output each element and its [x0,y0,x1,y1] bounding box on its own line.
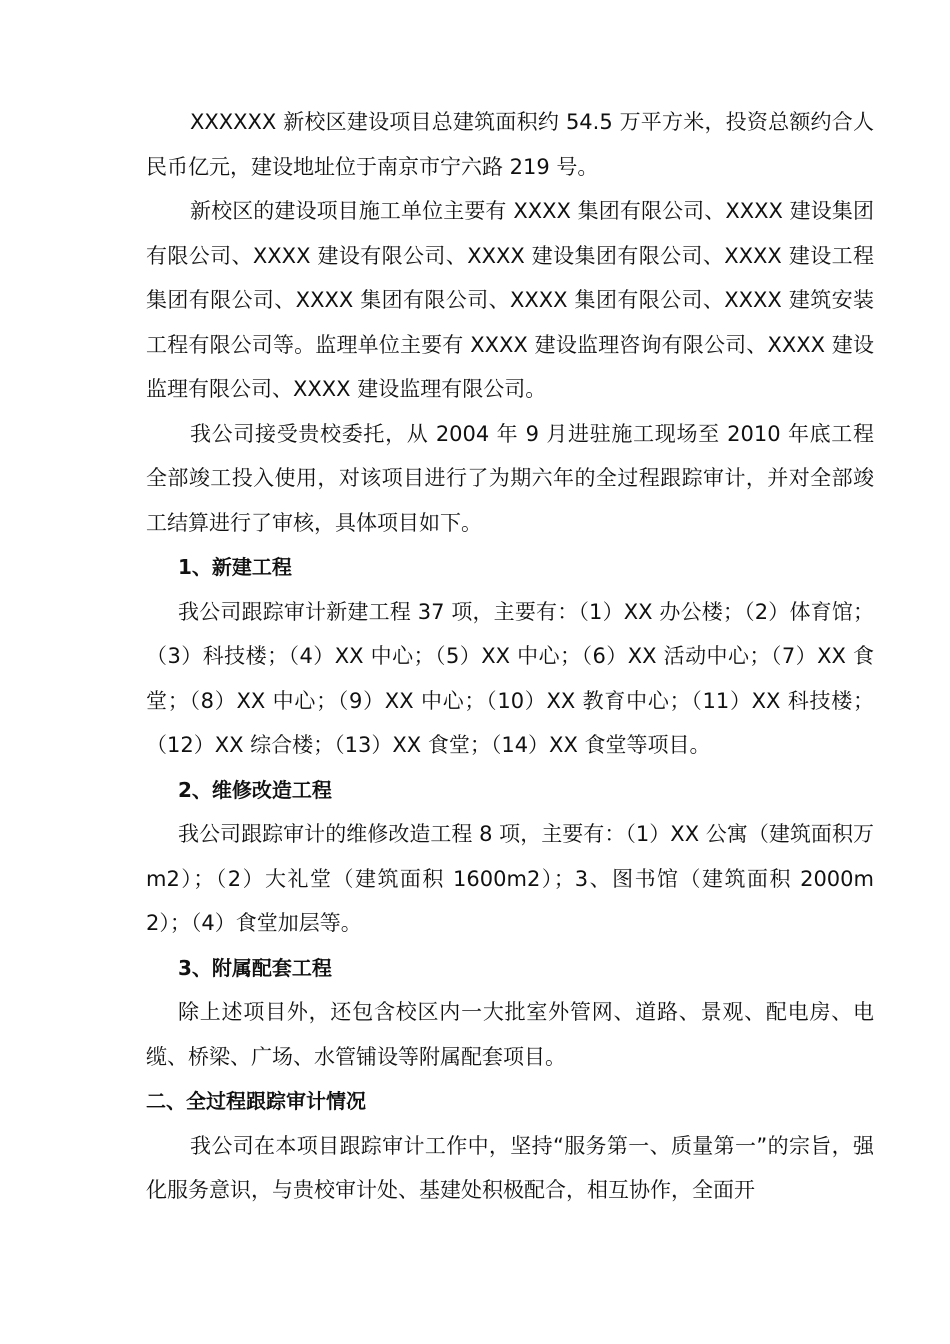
section-heading-ancillary: 3、附属配套工程 [178,955,332,980]
tracking-paragraph: 我公司在本项目跟踪审计工作中，坚持“服务第一、质量第一”的宗旨，强化服务意识，与贵校审计处、基建处积极配合，相互协作，全面开 [146,1133,874,1202]
new-construction-paragraph: 我公司跟踪审计新建工程 37 项，主要有：（1）XX 办公楼；（2）体育馆；（3）科技楼；（4）XX 中心；（5）XX 中心；（6）XX 活动中心；（7）XX 食堂；（8）XX 中心；（9）XX 中心；（10）XX 教育中心；（11）XX 科技楼；（12）XX 综合楼；（13）XX 食堂；（14）XX 食堂等项目。 [146,599,874,757]
renovation-paragraph: 我公司跟踪审计的维修改造工程 8 项，主要有：（1）XX 公寓（建筑面积万 m2）；（2）大礼堂（建筑面积 1600m2）；3、图书馆（建筑面积 2000m2）；（4）食堂加层等。 [146,822,874,935]
contractors-paragraph: 新校区的建设项目施工单位主要有 XXXX 集团有限公司、XXXX 建设集团有限公司、XXXX 建设有限公司、XXXX 建设集团有限公司、XXXX 建设工程集团有限公司、XXXX 集团有限公司、XXXX 集团有限公司、XXXX 建筑安装工程有限公司等。监理单位主要有 XXXX 建设监理咨询有限公司、XXXX 建设监理有限公司、XXXX 建设监理有限公司。 [146,199,874,401]
engagement-paragraph: 我公司接受贵校委托，从 2004 年 9 月进驻施工现场至 2010 年底工程全部竣工投入使用，对该项目进行了为期六年的全过程跟踪审计，并对全部竣工结算进行了审核，具体项目如下。 [146,421,874,535]
section-heading-new-construction: 1、新建工程 [178,555,292,579]
section-heading-renovation: 2、维修改造工程 [178,777,332,802]
section-heading-tracking: 二、全过程跟踪审计情况 [146,1089,366,1113]
intro-paragraph: XXXXXX 新校区建设项目总建筑面积约 54.5 万平方米，投资总额约合人民币亿元，建设地址位于南京市宁六路 219 号。 [146,110,874,179]
ancillary-paragraph: 除上述项目外，还包含校区内一大批室外管网、道路、景观、配电房、电缆、桥梁、广场、水管铺设等附属配套项目。 [146,1000,874,1069]
document-body [146,100,874,1213]
